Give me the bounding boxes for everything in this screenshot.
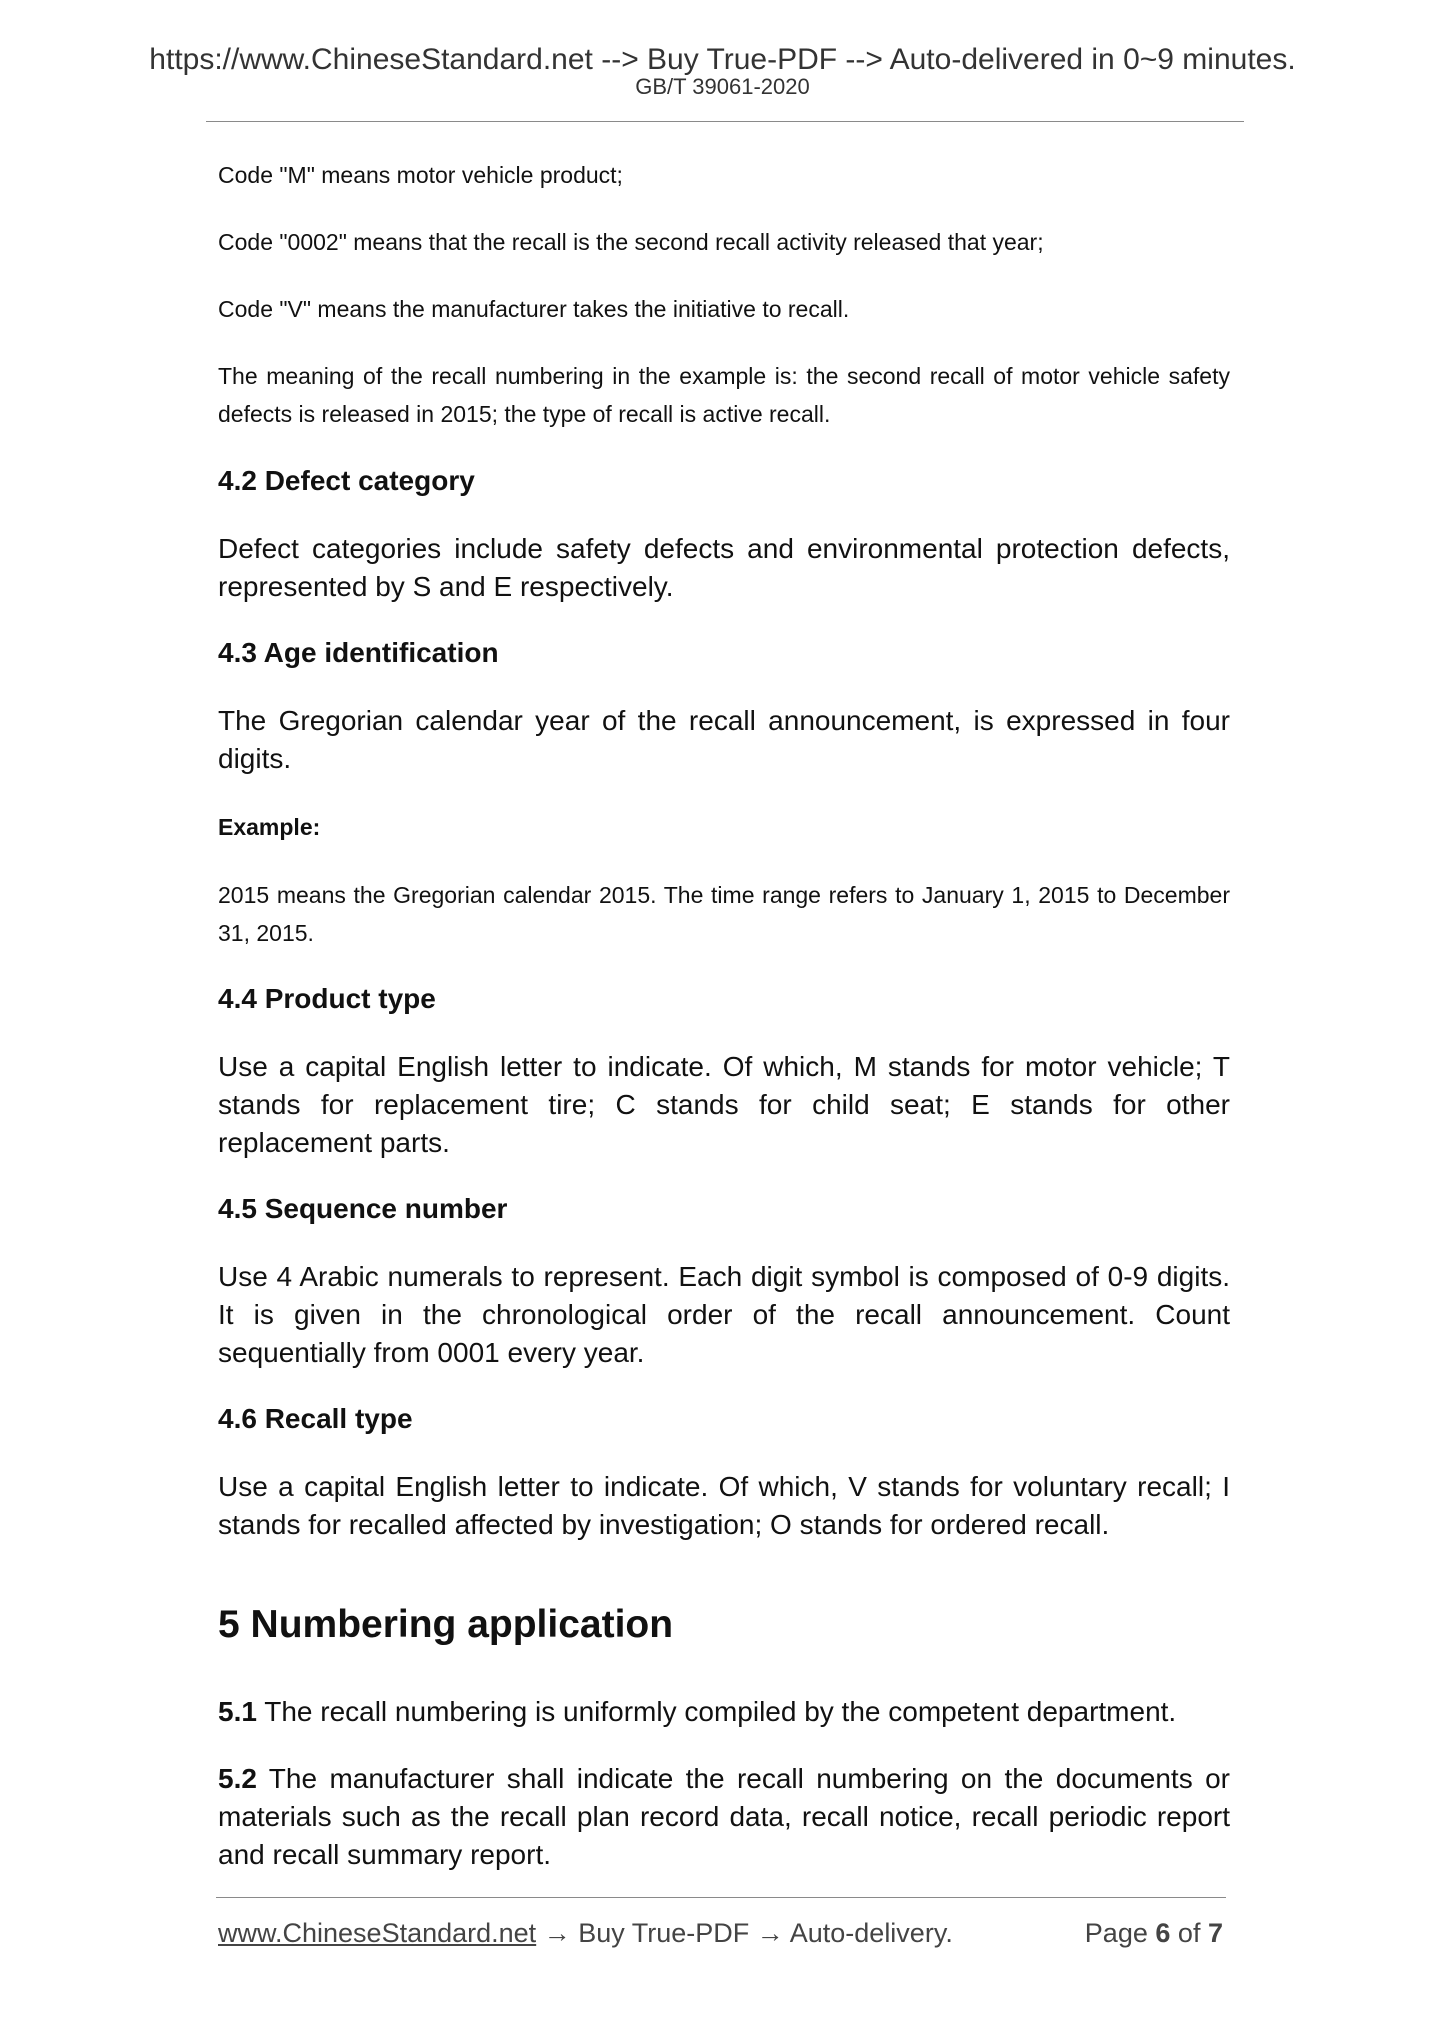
section-4-6-heading: 4.6 Recall type <box>218 1403 413 1434</box>
section-4-3-text: The Gregorian calendar year of the recall announcement, is expressed in four digits. <box>218 705 1230 774</box>
code-m-line: Code "M" means motor vehicle product; <box>218 162 623 188</box>
section-4-2-text: Defect categories include safety defects and environmental protection defects, represented by S and E respectively. <box>218 533 1230 602</box>
code-v-line: Code "V" means the manufacturer takes the initiative to recall. <box>218 296 850 322</box>
header-url-line: https://www.ChineseStandard.net --> Buy True-PDF --> Auto-delivered in 0~9 minutes. <box>149 43 1296 76</box>
document-code: GB/T 39061-2020 <box>635 74 810 99</box>
page-current: 6 <box>1155 1918 1171 1948</box>
footer-tail-text: → Buy True-PDF → Auto-delivery. <box>536 1918 953 1948</box>
page-label: Page <box>1084 1918 1148 1948</box>
section-4-5-text: Use 4 Arabic numerals to represent. Each digit symbol is composed of 0-9 digits. It is given in the chronological order of the recall announcement. Count sequentially from 0001 every year. <box>218 1261 1230 1368</box>
footer-promo <box>218 1916 953 1950</box>
example-text: 2015 means the Gregorian calendar 2015. The time range refers to January 1, 2015 to December 31, 2015. <box>218 882 1230 946</box>
clause-5-2 <box>218 1760 1230 1874</box>
code-0002-line: Code "0002" means that the recall is the second recall activity released that year; <box>218 229 1044 255</box>
page-number <box>1085 1916 1223 1950</box>
footer-divider <box>216 1897 1226 1898</box>
clause-5-1-number: 5.1 <box>218 1696 257 1727</box>
section-4-2-heading: 4.2 Defect category <box>218 465 475 496</box>
section-4-4-text: Use a capital English letter to indicate. Of which, M stands for motor vehicle; T stands for replacement tire; C stands for child seat; E stands for other replacement parts. <box>218 1051 1230 1158</box>
clause-5-2-number: 5.2 <box>218 1763 257 1794</box>
header-divider <box>206 121 1244 122</box>
example-meaning-paragraph: The meaning of the recall numbering in the example is: the second recall of motor vehicle safety defects is released in 2015; the type of recall is active recall. <box>218 363 1230 427</box>
footer-site-link[interactable]: www.ChineseStandard.net <box>218 1918 537 1948</box>
clause-5-1 <box>218 1693 1230 1731</box>
page-total: 7 <box>1207 1918 1223 1948</box>
clause-5-2-text: The manufacturer shall indicate the recall numbering on the documents or materials such as the recall plan record data, recall notice, recall periodic report and recall summary report. <box>218 1763 1230 1870</box>
section-5-heading: 5 Numbering application <box>218 1603 674 1646</box>
clause-5-1-text: The recall numbering is uniformly compiled by the competent department. <box>256 1696 1177 1727</box>
example-label: Example: <box>218 814 321 840</box>
section-4-6-text: Use a capital English letter to indicate. Of which, V stands for voluntary recall; I stands for recalled affected by investigation; O stands for ordered recall. <box>218 1471 1230 1540</box>
section-4-5-heading: 4.5 Sequence number <box>218 1193 508 1224</box>
page-of: of <box>1177 1918 1201 1948</box>
section-4-4-heading: 4.4 Product type <box>218 983 436 1014</box>
section-4-3-heading: 4.3 Age identification <box>218 637 499 668</box>
